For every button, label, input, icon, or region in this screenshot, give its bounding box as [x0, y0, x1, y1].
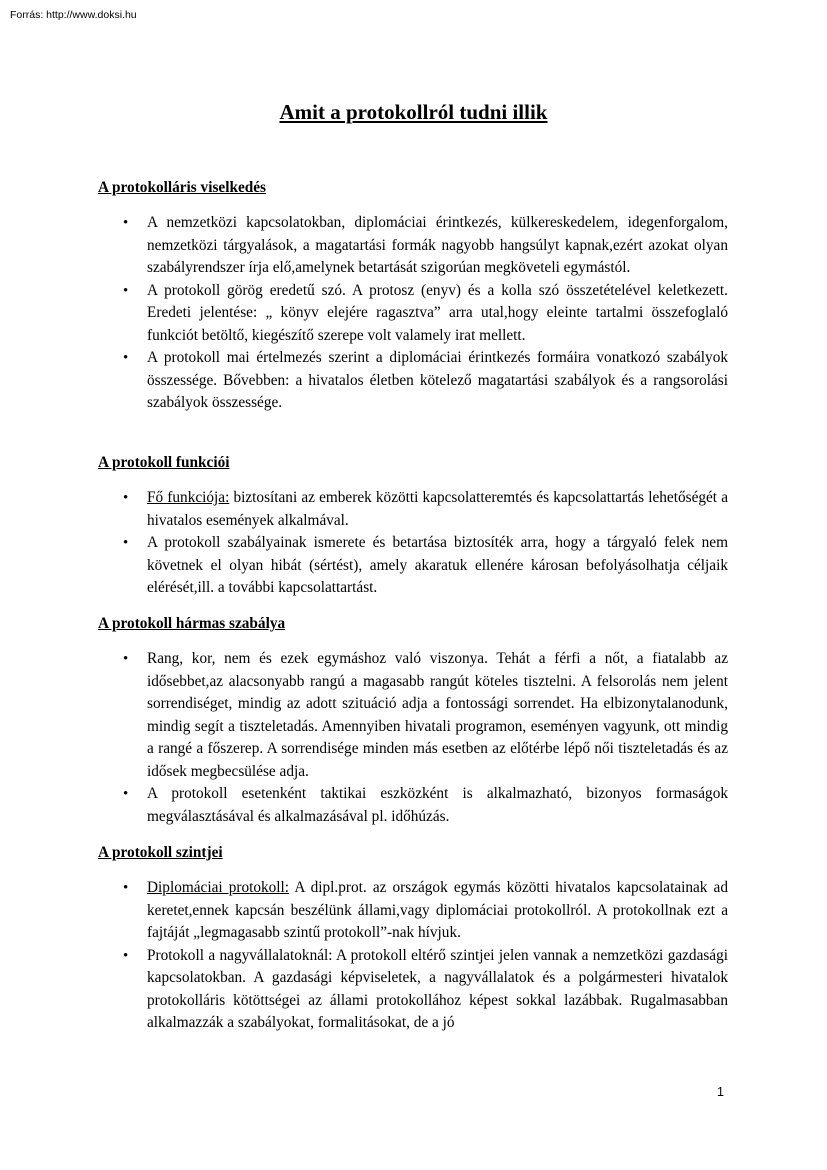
list-item-lead: Diplomáciai protokoll: [147, 879, 290, 896]
list-item [98, 347, 728, 415]
list-item-text: A nemzetközi kapcsolatokban, diplomáciai érintkezés, külkereskedelem, idegenforgalom, nemzetközi tárgyalások, a magatartási formák nagyobb hangsúlyt kapnak,ezért azokat olyan szabályrendszer írja elő,amelynek betartását szigorúan megköveteli egymástól. [147, 214, 728, 276]
section-list-harmas-szabaly [98, 648, 728, 828]
section-heading-szintjei: A protokoll szintjei [98, 844, 223, 861]
list-item [98, 487, 728, 532]
list-item-lead: Fő funkciója: [147, 489, 230, 506]
list-item-text: Rang, kor, nem és ezek egymáshoz való viszonya. Tehát a férfi a nőt, a fiatalabb az idősebbet,az alacsonyabb rangú a magasabb rangút köteles tisztelni. A felsorolás nem jelent sorrendiséget, mindig az adott szituáció adja a fontossági sorrendet. Ha elbizonytalanodunk, mindig segít a tiszteletadás. Amennyiben hivatali programon, eseményen vagyunk, ott mindig a rangé a főszerep. A sorrendisége minden más esetben az előtérbe lépő női tiszteletadás és az idősek megbecsülése adja. [147, 650, 728, 780]
section-list-funkciok [98, 487, 728, 600]
list-item [98, 532, 728, 600]
list-item-text: biztosítani az emberek közötti kapcsolatteremtés és kapcsolattartás lehetőségét a hivatalos események alkalmával. [147, 489, 728, 529]
list-item-text: A protokoll szabályainak ismerete és betartása biztosíték arra, hogy a tárgyaló felek nem követnek el olyan hibát (sértést), amely akaratuk ellenére károsan befolyásolhatja céljaik elérését,ill. a további kapcsolattartást. [147, 534, 728, 596]
list-item [98, 783, 728, 828]
list-item [98, 648, 728, 783]
page-title: Amit a protokollról tudni illik [279, 100, 548, 124]
section-list-szintjei [98, 877, 728, 1035]
list-item-text: A protokoll mai értelmezés szerint a diplomáciai érintkezés formáira vonatkozó szabályok összessége. Bővebben: a hivatalos életben kötelező magatartási szabályok és a rangsorolási szabályok összessége. [147, 349, 728, 411]
list-item-text: A protokoll esetenként taktikai eszközként is alkalmazható, bizonyos formaságok megválasztásával és alkalmazásával pl. időhúzás. [147, 785, 728, 825]
section-list-viselkedes [98, 212, 728, 415]
source-label: Forrás: http://www.doksi.hu [10, 9, 137, 21]
list-item [98, 212, 728, 280]
page-number: 1 [717, 1085, 724, 1099]
section-heading-viselkedes: A protokolláris viselkedés [98, 179, 266, 196]
list-item [98, 945, 728, 1035]
section-heading-funkciok: A protokoll funkciói [98, 454, 230, 471]
list-item [98, 877, 728, 945]
list-item-text: Protokoll a nagyvállalatoknál: A protokoll eltérő szintjei jelen vannak a nemzetközi gazdasági kapcsolatokban. A gazdasági képviseletek, a nagyvállalatok és a polgármesteri hivatalok protokolláris kötöttségei az állami protokollához képest sokkal lazábbak. Rugalmasabban alkalmazzák a szabályokat, formalitásokat, de a jó [147, 946, 728, 1031]
section-heading-harmas-szabaly: A protokoll hármas szabálya [98, 615, 286, 632]
list-item-text: A protokoll görög eredetű szó. A protosz (enyv) és a kolla szó összetételével keletkezett. Eredeti jelentése: „ könyv elejére ragasztva” arra utal,hogy eleinte tartalmi összefoglaló funkciót betöltő, kiegészítő szerepe volt valamely irat mellett. [147, 281, 728, 344]
list-item [98, 280, 728, 348]
list-item-text: A dipl.prot. az országok egymás közötti hivatalos kapcsolatainak ad keretet,ennek kapcsán beszélünk állami,vagy diplomáciai protokollról. A protokollnak ezt a fajtáját „legmagasabb szintű protokoll”-nak hívjuk. [147, 879, 728, 941]
